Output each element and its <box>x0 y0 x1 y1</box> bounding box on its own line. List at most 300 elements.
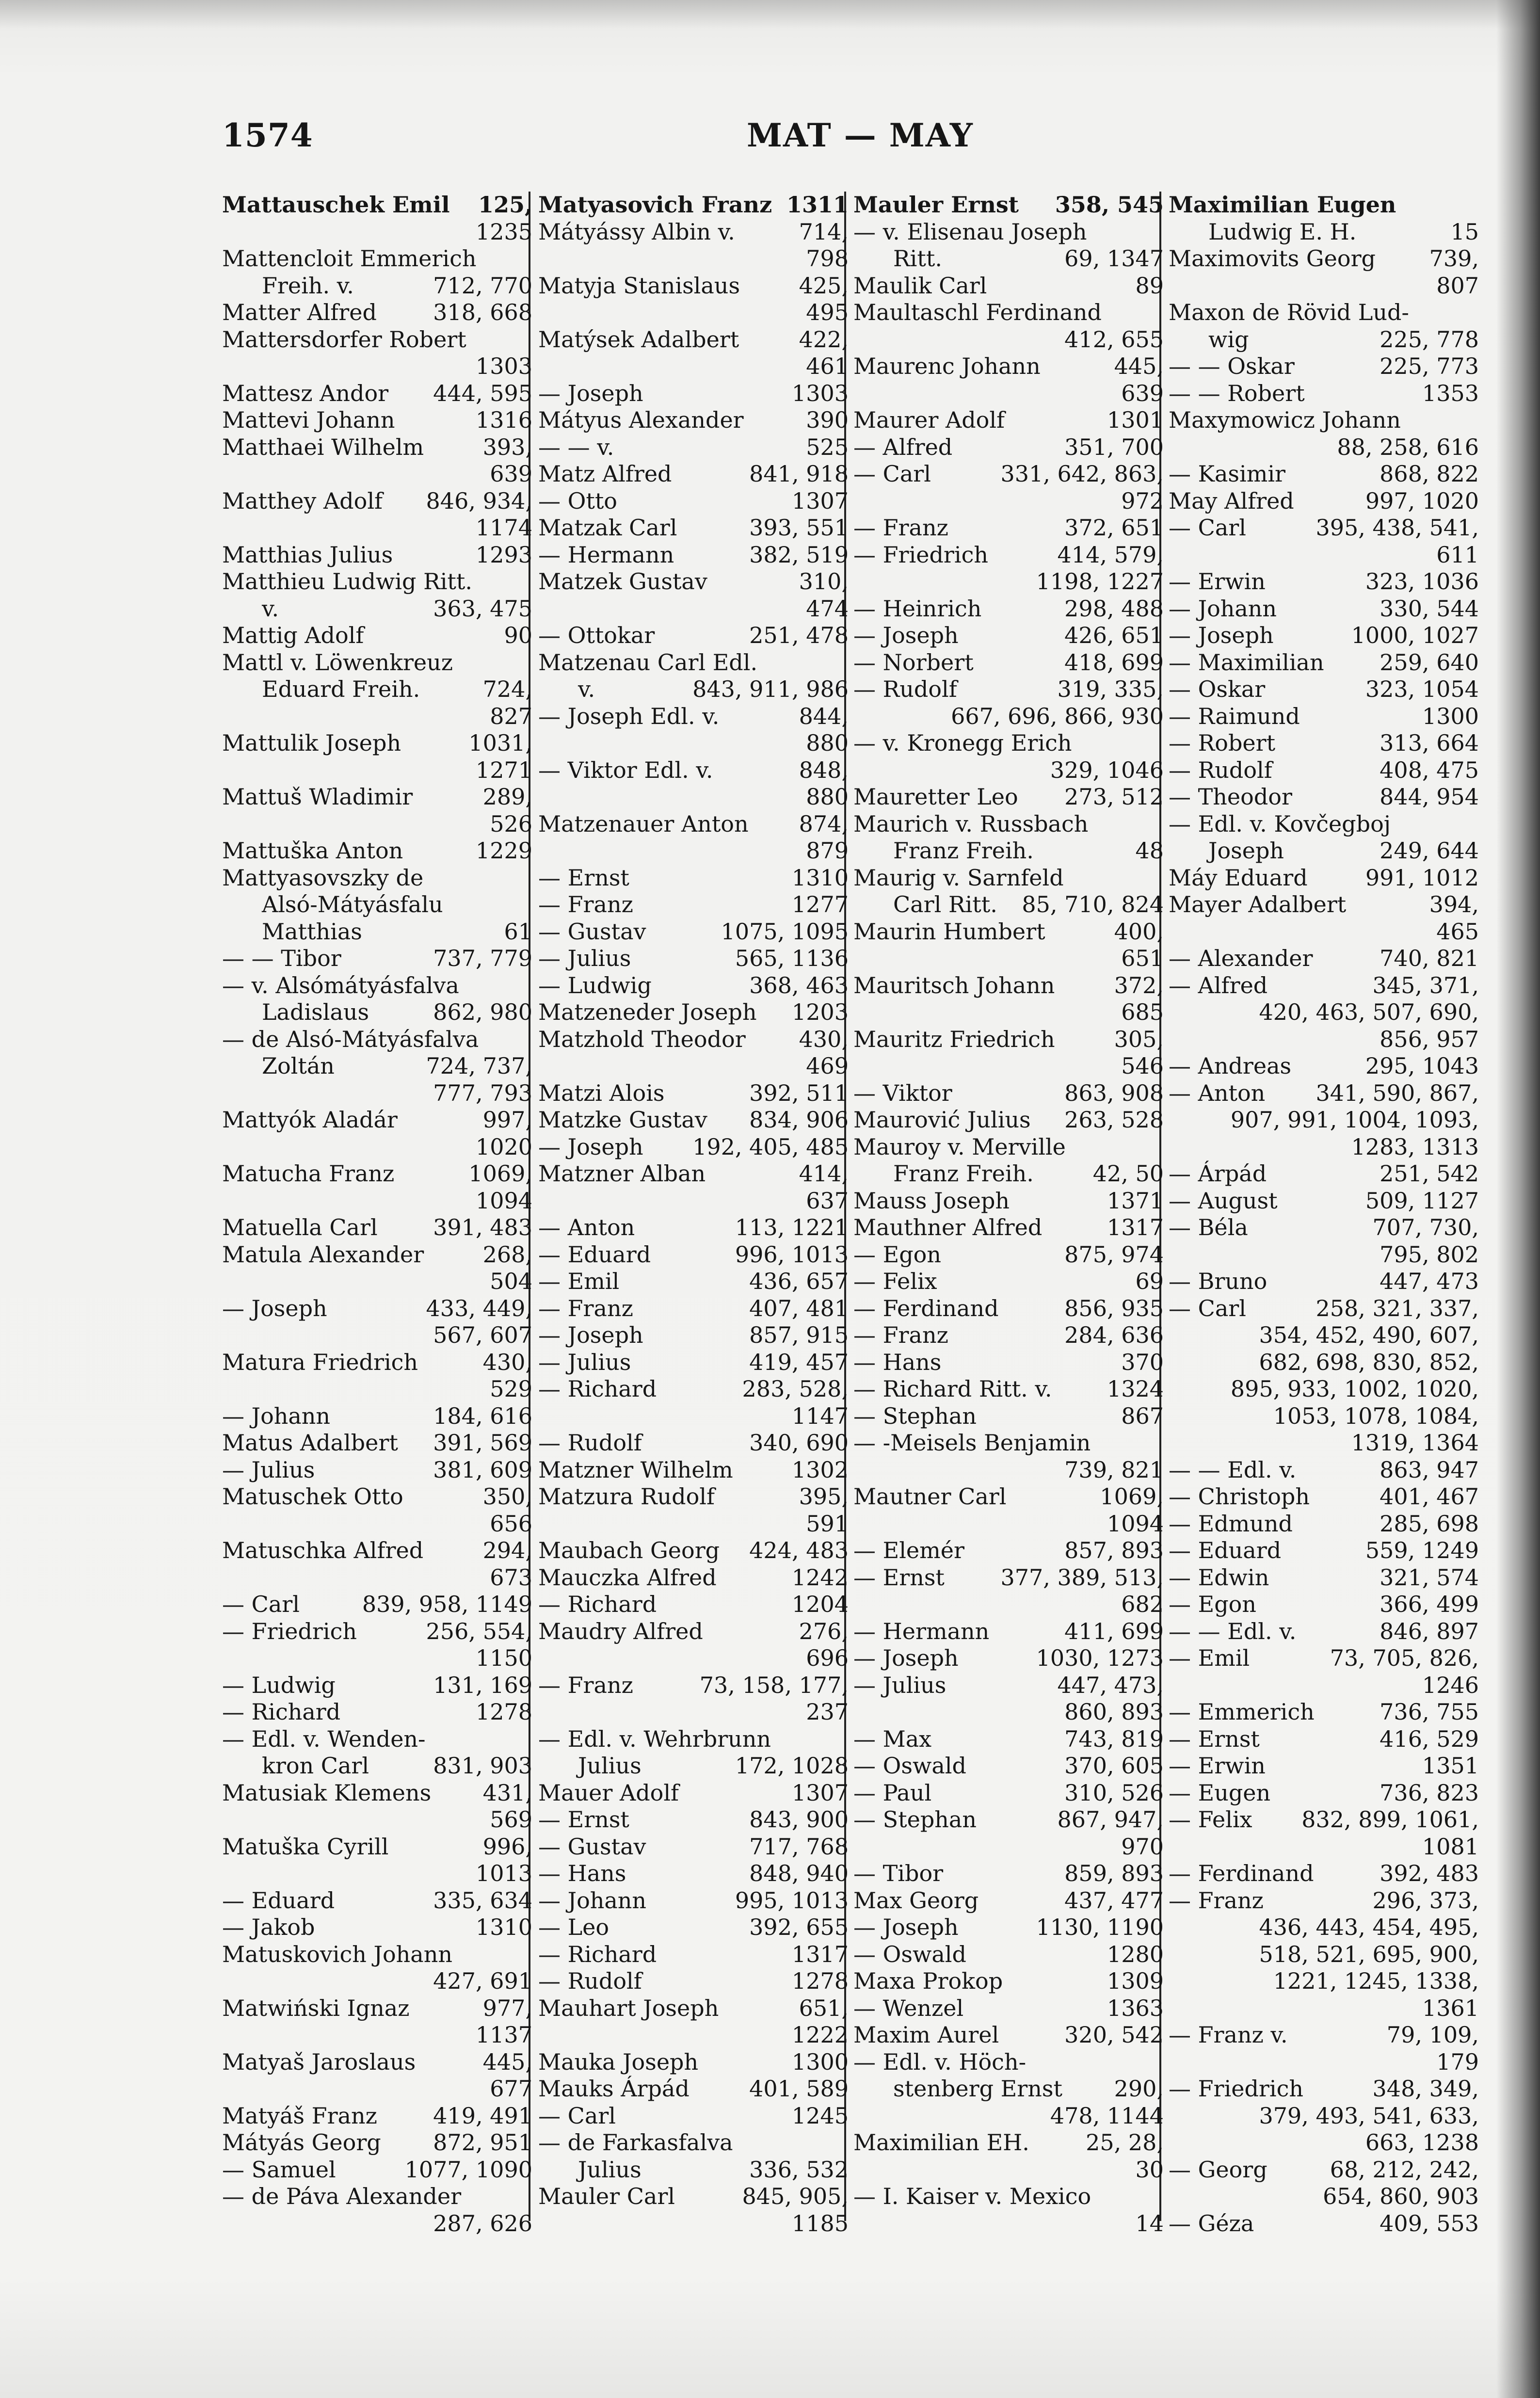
entry-page-refs: 717, 768 <box>749 1833 849 1860</box>
index-entry-line <box>222 1107 532 1134</box>
entry-page-refs: 1020 <box>475 1133 532 1160</box>
index-entry-line <box>222 192 532 219</box>
entry-page-refs: 390 <box>806 407 849 433</box>
entry-page-refs: 1302 <box>791 1456 849 1483</box>
index-entry-line <box>538 757 849 784</box>
entry-page-refs: 879 <box>806 837 849 864</box>
index-entry-line <box>538 515 849 542</box>
entry-name: — Leo <box>538 1914 610 1940</box>
index-entry-line <box>538 568 849 595</box>
index-entry-line <box>538 1349 849 1376</box>
index-entry-line <box>853 2076 1164 2103</box>
entry-page-refs: 875, 974 <box>1064 1241 1164 1268</box>
entry-name: — Joseph <box>853 1645 959 1671</box>
entry-name: — Viktor <box>853 1079 952 1106</box>
index-entry-line <box>222 1618 532 1645</box>
index-entry-line <box>538 999 849 1026</box>
index-entry-line <box>1169 1753 1479 1780</box>
index-entry-line <box>538 676 849 703</box>
entry-page-refs: 414, 579, <box>1057 541 1164 568</box>
page-top-shadow <box>0 0 1540 29</box>
entry-name: Matter Alfred <box>222 299 377 325</box>
index-entry-line <box>222 757 532 784</box>
entry-name: Matýsek Adalbert <box>538 326 739 353</box>
entry-page-refs: 42, 50 <box>1092 1160 1164 1187</box>
index-entry-line <box>853 1753 1164 1780</box>
entry-page-refs: 14 <box>1135 2210 1164 2237</box>
index-entry-line <box>853 1457 1164 1484</box>
entry-name: Mattulik Joseph <box>222 730 401 756</box>
entry-page-refs: 1174 <box>475 515 532 541</box>
entry-page-refs: 273, 512 <box>1064 784 1164 810</box>
entry-name: — Gustav <box>538 918 646 945</box>
entry-page-refs: 1277 <box>791 891 849 917</box>
index-entry-line <box>853 1295 1164 1322</box>
entry-name: Matuschek Otto <box>222 1483 403 1510</box>
page-edge-shadow <box>1496 0 1540 2398</box>
index-entry-line <box>538 1053 849 1080</box>
entry-page-refs: 880 <box>806 784 849 810</box>
entry-name: — de Farkasfalva <box>538 2129 733 2156</box>
index-entry-line <box>1169 918 1479 946</box>
index-entry-line <box>853 1188 1164 1215</box>
entry-page-refs: 370 <box>1121 1349 1164 1375</box>
index-entry-line <box>222 568 532 595</box>
entry-page-refs: 469 <box>806 1053 849 1079</box>
entry-page-refs: 447, 473, <box>1057 1672 1164 1698</box>
index-entry-line <box>1169 2210 1479 2237</box>
entry-page-refs: 639 <box>490 461 532 487</box>
entry-name: — Richard <box>222 1699 341 1725</box>
entry-name: — — Robert <box>1169 380 1305 406</box>
entry-name: — Carl <box>853 461 931 487</box>
entry-name: stenberg Ernst <box>893 2076 1062 2102</box>
index-entry-line <box>1169 1699 1479 1726</box>
index-entry-line <box>853 461 1164 488</box>
entry-page-refs: 651, <box>799 1995 849 2021</box>
entry-name: Matzak Carl <box>538 515 677 541</box>
index-entry-line <box>1169 192 1479 219</box>
entry-page-refs: 381, 609 <box>433 1456 532 1483</box>
index-entry-line <box>538 1268 849 1295</box>
index-entry-line <box>853 1941 1164 1968</box>
entry-page-refs: 351, 700 <box>1064 434 1164 460</box>
entry-name: Joseph <box>1208 837 1284 864</box>
index-entry-line <box>222 1753 532 1780</box>
entry-name: — Franz <box>853 1322 948 1348</box>
entry-name: Matzeneder Joseph <box>538 999 757 1025</box>
entry-name: — Friedrich <box>222 1618 357 1644</box>
entry-name: — v. Alsómátyásfalva <box>222 972 459 998</box>
index-entry-line <box>538 2022 849 2049</box>
index-entry-line <box>538 703 849 730</box>
index-entry-line <box>222 1026 532 1053</box>
index-entry-line <box>1169 1053 1479 1080</box>
entry-page-refs: 412, 655 <box>1064 326 1164 353</box>
entry-page-refs: 991, 1012 <box>1365 864 1479 891</box>
entry-page-refs: 427, 691 <box>433 1968 532 1994</box>
index-entry-line <box>222 1645 532 1672</box>
entry-name: — Maximilian <box>1169 649 1324 676</box>
entry-page-refs: 1363 <box>1107 1995 1164 2021</box>
index-entry-line <box>538 1511 849 1538</box>
entry-name: — Árpád <box>1169 1160 1267 1187</box>
index-entry-line <box>222 1914 532 1941</box>
index-entry-line <box>222 1995 532 2022</box>
entry-page-refs: 447, 473 <box>1380 1268 1479 1294</box>
entry-name: — Edl. v. Kovčegboj <box>1169 810 1391 837</box>
entry-name: — Friedrich <box>853 541 988 568</box>
entry-page-refs: 61 <box>504 918 532 945</box>
entry-name: — Oskar <box>1169 676 1266 702</box>
index-entry-line <box>853 2022 1164 2049</box>
index-entry-line <box>538 326 849 354</box>
index-entry-line <box>853 1834 1164 1861</box>
entry-name: — Joseph <box>538 380 643 406</box>
entry-name: — Oswald <box>853 1941 966 1967</box>
entry-name: — Max <box>853 1725 932 1752</box>
entry-name: Maximovits Georg <box>1169 245 1376 272</box>
index-entry-line <box>222 1080 532 1107</box>
index-entry-line <box>538 891 849 918</box>
entry-name: Maurig v. Sarnfeld <box>853 864 1064 891</box>
index-entry-line <box>1169 1564 1479 1592</box>
entry-page-refs: 426, 651 <box>1064 622 1164 648</box>
entry-page-refs: 495 <box>806 299 849 325</box>
entry-name: Mauritz Friedrich <box>853 1026 1055 1052</box>
index-entry-line <box>538 2129 849 2157</box>
index-entry-line <box>222 1834 532 1861</box>
index-entry-line <box>538 1618 849 1645</box>
index-entry-line <box>853 1726 1164 1753</box>
entry-page-refs: 409, 553 <box>1380 2210 1479 2237</box>
index-entry-line <box>222 245 532 273</box>
entry-name: Maxon de Rövid Lud- <box>1169 299 1409 325</box>
entry-page-refs: 831, 903 <box>433 1753 532 1779</box>
entry-name: — — Oskar <box>1169 353 1295 379</box>
index-entry-line <box>222 1860 532 1887</box>
index-entry-line <box>222 1134 532 1161</box>
index-entry-line <box>1169 1780 1479 1807</box>
entry-page-refs: 445, <box>1114 353 1164 379</box>
entry-page-refs: 392, 655 <box>749 1914 849 1940</box>
entry-name: Mauroy v. Merville <box>853 1133 1066 1160</box>
entry-page-refs: 996, <box>482 1833 532 1860</box>
entry-page-refs: 559, 1249 <box>1365 1537 1479 1563</box>
entry-page-refs: 677 <box>490 2076 532 2102</box>
entry-page-refs: 474 <box>806 595 849 622</box>
entry-name: — Robert <box>1169 730 1276 756</box>
index-entry-line <box>222 730 532 757</box>
entry-name: Maxymowicz Johann <box>1169 407 1401 433</box>
entry-page-refs: 283, 528, <box>742 1376 849 1402</box>
entry-page-refs: 329, 1046 <box>1050 756 1164 783</box>
entry-name: — Johann <box>1169 595 1277 622</box>
entry-name: — — Tibor <box>222 945 341 971</box>
entry-name: — Joseph <box>222 1295 327 1321</box>
entry-page-refs: 1353 <box>1422 380 1479 406</box>
entry-name: Mattesz Andor <box>222 380 389 406</box>
entry-name: Mayer Adalbert <box>1169 891 1347 917</box>
index-entry-line <box>538 1914 849 1941</box>
entry-name: — Stephan <box>853 1806 977 1833</box>
entry-page-refs: 1361 <box>1422 1995 1479 2021</box>
index-entry-line <box>1169 945 1479 972</box>
index-entry-line <box>538 622 849 649</box>
entry-page-refs: 907, 991, 1004, 1093, <box>1230 1107 1479 1133</box>
entry-name: Alsó-Mátyásfalu <box>262 891 443 917</box>
entry-page-refs: 996, 1013 <box>735 1241 849 1268</box>
index-entry-line <box>853 2103 1164 2130</box>
entry-page-refs: 68, 212, 242, <box>1330 2156 1479 2183</box>
entry-name: — Edl. v. Höch- <box>853 2048 1027 2075</box>
index-entry-line <box>222 1403 532 1430</box>
entry-name: Max Georg <box>853 1887 979 1914</box>
entry-page-refs: 504 <box>490 1268 532 1294</box>
index-entry-line <box>1169 1591 1479 1618</box>
index-entry-line <box>222 649 532 676</box>
index-entry-line <box>1169 1995 1479 2022</box>
entry-name: Mauss Joseph <box>853 1187 1010 1214</box>
entry-page-refs: 225, 773 <box>1380 353 1479 379</box>
index-entry-line <box>1169 1160 1479 1188</box>
index-entry-line <box>222 407 532 434</box>
entry-page-refs: 895, 933, 1002, 1020, <box>1230 1376 1479 1402</box>
index-entry-line <box>853 865 1164 892</box>
entry-name: Franz Freih. <box>893 837 1034 864</box>
entry-name: — Christoph <box>1169 1483 1310 1510</box>
entry-page-refs: 1075, 1095 <box>721 918 849 945</box>
entry-page-refs: 860, 893 <box>1064 1699 1164 1725</box>
index-entry-line <box>222 1537 532 1564</box>
entry-page-refs: 445, <box>482 2048 532 2075</box>
entry-page-refs: 1280 <box>1107 1941 1164 1967</box>
entry-name: — Ludwig <box>538 972 652 998</box>
entry-page-refs: 591 <box>806 1510 849 1537</box>
entry-name: — Georg <box>1169 2156 1267 2183</box>
entry-page-refs: 88, 258, 616 <box>1337 434 1479 460</box>
entry-name: — Gustav <box>538 1833 646 1860</box>
entry-name: — Carl <box>222 1591 300 1617</box>
entry-name: Matura Friedrich <box>222 1349 418 1375</box>
entry-page-refs: 777, 793 <box>433 1079 532 1106</box>
entry-page-refs: 740, 821 <box>1380 945 1479 971</box>
entry-name: Matucha Franz <box>222 1160 395 1187</box>
entry-name: — Stephan <box>853 1402 977 1429</box>
entry-page-refs: 844, <box>799 703 849 729</box>
entry-page-refs: 393, <box>482 434 532 460</box>
index-entry-line <box>853 2157 1164 2184</box>
entry-page-refs: 425, <box>799 272 849 299</box>
entry-name: Maurer Adolf <box>853 407 1005 433</box>
index-entry-line <box>853 945 1164 972</box>
index-entry-line <box>853 219 1164 246</box>
entry-name: — Julius <box>538 1349 631 1375</box>
entry-page-refs: 863, 947 <box>1380 1456 1479 1483</box>
entry-page-refs: 179 <box>1436 2048 1479 2075</box>
entry-page-refs: 1316 <box>475 407 532 433</box>
index-entry-line <box>538 1995 849 2022</box>
entry-name: — Alexander <box>1169 945 1313 971</box>
entry-page-refs: 712, 770 <box>433 272 532 299</box>
entry-name: — Felix <box>853 1268 937 1294</box>
entry-page-refs: 795, 802 <box>1380 1241 1479 1268</box>
entry-page-refs: 372, <box>1114 972 1164 998</box>
entry-page-refs: 368, 463 <box>749 972 849 998</box>
index-entry-line <box>538 299 849 326</box>
entry-page-refs: 411, 699 <box>1064 1618 1164 1644</box>
index-entry-line <box>1169 2076 1479 2103</box>
index-entry-line <box>853 407 1164 434</box>
index-entry-line <box>538 1726 849 1753</box>
entry-page-refs: 1300 <box>1422 703 1479 729</box>
index-entry-line <box>538 1941 849 1968</box>
index-entry-line <box>853 1887 1164 1915</box>
entry-page-refs: 1094 <box>1107 1510 1164 1537</box>
index-entry-line <box>538 2183 849 2210</box>
entry-page-refs: 868, 822 <box>1380 461 1479 487</box>
entry-page-refs: 839, 958, 1149 <box>362 1591 532 1617</box>
index-entry-line <box>538 1403 849 1430</box>
entry-name: — Richard <box>538 1591 657 1617</box>
index-entry-line <box>222 1188 532 1215</box>
entry-name: Matzenau Carl Edl. <box>538 649 758 676</box>
entry-name: Mauka Joseph <box>538 2048 699 2075</box>
index-entry-line <box>1169 461 1479 488</box>
entry-page-refs: 1204 <box>791 1591 849 1617</box>
index-entry-line <box>1169 1268 1479 1295</box>
entry-name: Matzi Alois <box>538 1079 665 1106</box>
index-entry-line <box>538 1134 849 1161</box>
index-entry-line <box>538 730 849 757</box>
entry-page-refs: 290, <box>1114 2076 1164 2102</box>
entry-page-refs: 1278 <box>475 1699 532 1725</box>
entry-page-refs: 639 <box>1121 380 1164 406</box>
entry-page-refs: 743, 819 <box>1064 1725 1164 1752</box>
index-column-4 <box>1169 192 1479 2237</box>
entry-page-refs: 1221, 1245, 1338, <box>1273 1968 1479 1994</box>
entry-page-refs: 872, 951 <box>433 2129 532 2156</box>
entry-name: Mattevi Johann <box>222 407 395 433</box>
index-entry-line <box>538 1699 849 1726</box>
index-entry-line <box>1169 1349 1479 1376</box>
index-entry-line <box>1169 273 1479 300</box>
entry-name: — Erwin <box>1169 568 1266 595</box>
index-entry-line <box>1169 2183 1479 2210</box>
page-number: 1574 <box>222 116 313 154</box>
entry-page-refs: 1150 <box>475 1645 532 1671</box>
entry-page-refs: 997, <box>482 1107 532 1133</box>
entry-page-refs: 73, 705, 826, <box>1330 1645 1479 1671</box>
entry-name: Mattuška Anton <box>222 837 403 864</box>
index-entry-line <box>538 837 849 865</box>
entry-page-refs: 844, 954 <box>1380 784 1479 810</box>
entry-name: — Hans <box>538 1860 626 1886</box>
entry-page-refs: 192, 405, 485 <box>692 1133 849 1160</box>
entry-page-refs: 478, 1144 <box>1050 2102 1164 2129</box>
index-entry-line <box>538 1430 849 1457</box>
index-entry-line <box>538 1672 849 1699</box>
entry-page-refs: 972 <box>1121 487 1164 514</box>
index-column-3 <box>853 192 1164 2237</box>
entry-name: Matyaš Jaroslaus <box>222 2048 416 2075</box>
index-entry-line <box>1169 1430 1479 1457</box>
index-entry-line <box>538 1537 849 1564</box>
entry-name: — — Edl. v. <box>1169 1618 1297 1644</box>
entry-name: Maultaschl Ferdinand <box>853 299 1102 325</box>
entry-page-refs: 525 <box>806 434 849 460</box>
entry-page-refs: 431, <box>482 1779 532 1806</box>
index-entry-line <box>1169 972 1479 999</box>
index-entry-line <box>222 1887 532 1915</box>
entry-name: Maxim Aurel <box>853 2022 999 2048</box>
entry-page-refs: 526 <box>490 810 532 837</box>
entry-name: — Oswald <box>853 1753 966 1779</box>
entry-page-refs: 354, 452, 490, 607, <box>1259 1322 1479 1348</box>
entry-name: — Franz v. <box>1169 2022 1288 2048</box>
entry-name: — Johann <box>222 1402 331 1429</box>
index-entry-line <box>853 1806 1164 1834</box>
index-entry-line <box>853 676 1164 703</box>
index-entry-line <box>853 299 1164 326</box>
entry-name: — Julius <box>538 945 631 971</box>
entry-name: Matuška Cyrill <box>222 1833 389 1860</box>
entry-page-refs: 1130, 1190 <box>1036 1914 1164 1940</box>
index-entry-line <box>1169 1672 1479 1699</box>
index-entry-line <box>1169 434 1479 461</box>
entry-page-refs: 340, 690 <box>749 1430 849 1456</box>
index-entry-line <box>853 1672 1164 1699</box>
index-entry-line <box>1169 1511 1479 1538</box>
entry-name: — Egon <box>853 1241 941 1268</box>
entry-name: — August <box>1169 1187 1278 1214</box>
entry-page-refs: 656 <box>490 1510 532 1537</box>
index-entry-line <box>538 1026 849 1053</box>
index-entry-line <box>222 488 532 515</box>
entry-page-refs: 419, 457 <box>749 1349 849 1375</box>
index-entry-line <box>1169 891 1479 918</box>
entry-page-refs: 285, 698 <box>1380 1510 1479 1537</box>
entry-page-refs: 834, 906 <box>749 1107 849 1133</box>
entry-page-refs: 857, 893 <box>1064 1537 1164 1563</box>
index-entry-line <box>1169 1457 1479 1484</box>
entry-page-refs: 258, 321, 337, <box>1315 1295 1479 1321</box>
entry-name: — Richard <box>538 1376 657 1402</box>
entry-name: — Heinrich <box>853 595 982 622</box>
index-entry-line <box>538 1295 849 1322</box>
entry-page-refs: 654, 860, 903 <box>1323 2183 1479 2209</box>
entry-name: — Franz <box>538 1295 633 1321</box>
index-entry-line <box>853 918 1164 946</box>
index-entry-line <box>853 380 1164 407</box>
index-entry-line <box>538 219 849 246</box>
entry-page-refs: 1246 <box>1422 1672 1479 1698</box>
index-entry-line <box>1169 649 1479 676</box>
entry-name: Mátyássy Albin v. <box>538 218 735 245</box>
entry-name: — Alfred <box>1169 972 1268 998</box>
index-entry-line <box>538 1241 849 1269</box>
index-entry-line <box>222 2129 532 2157</box>
entry-page-refs: 341, 590, 867, <box>1315 1079 1479 1106</box>
entry-page-refs: 436, 657 <box>749 1268 849 1294</box>
entry-name: — Rudolf <box>538 1968 642 1994</box>
entry-page-refs: 73, 158, 177, <box>699 1672 849 1698</box>
entry-name: kron Carl <box>262 1753 369 1779</box>
entry-page-refs: 1300 <box>791 2048 849 2075</box>
index-entry-line <box>1169 1188 1479 1215</box>
entry-page-refs: 418, 699 <box>1064 649 1164 676</box>
entry-name: Mattyasovszky de <box>222 864 424 891</box>
